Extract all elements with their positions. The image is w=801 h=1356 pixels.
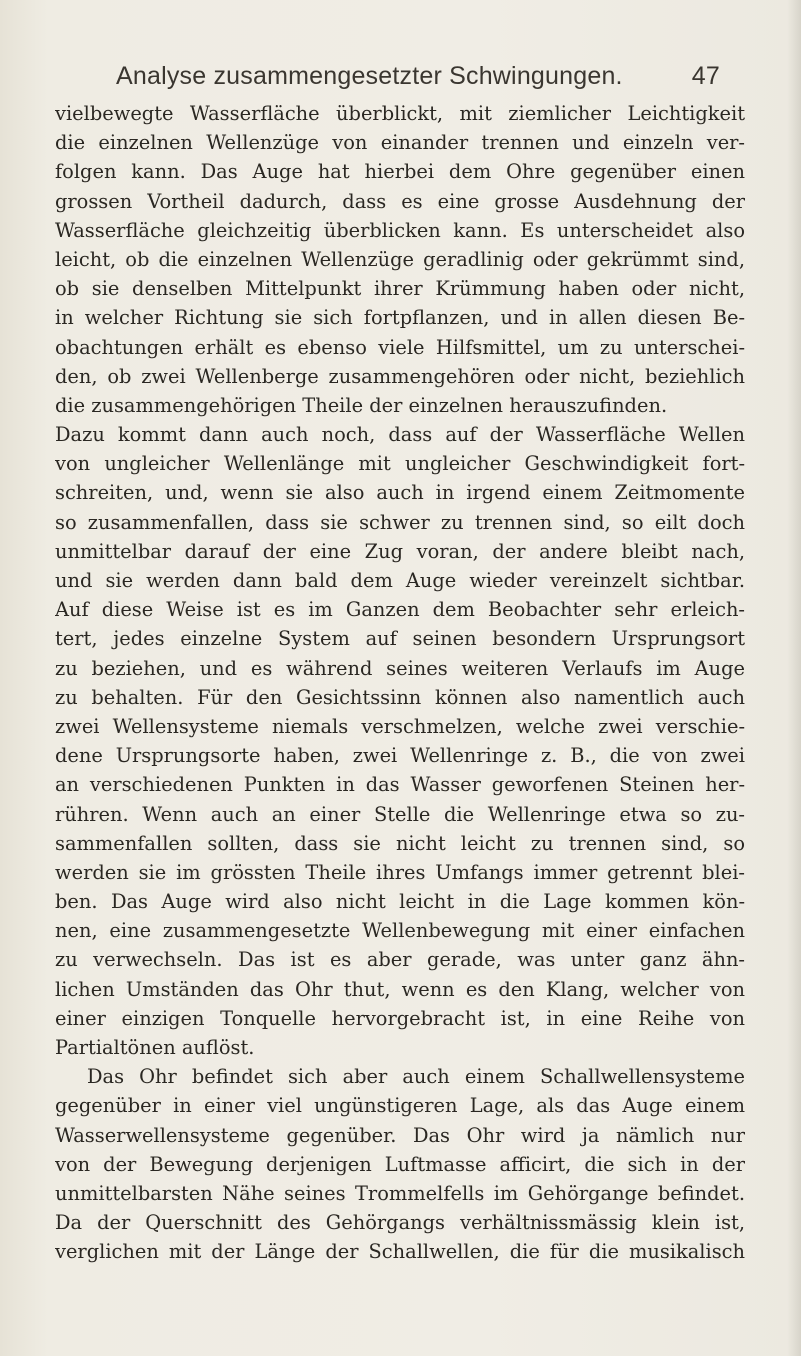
running-header [116, 62, 720, 96]
text-line: grossen Vortheil dadurch, dass es eine grosse Ausdehnung der [55, 189, 745, 213]
text-line: unmittelbarsten Nähe seines Trommelfells im Gehörgange befindet. [55, 1181, 745, 1205]
text-line: Dazu kommt dann auch noch, dass auf der Wasserfläche Wellen [55, 423, 745, 447]
text-line: die einzelnen Wellenzüge von einander trennen und einzeln ver- [55, 131, 745, 155]
text-line: so zusammenfallen, dass sie schwer zu trennen sind, so eilt doch [55, 510, 745, 534]
body-text [55, 99, 745, 1267]
text-line: an verschiedenen Punkten in das Wasser geworfenen Steinen her- [55, 773, 745, 797]
text-line: ben. Das Auge wird also nicht leicht in die Lage kommen kön- [55, 890, 745, 914]
text-line: Das Ohr befindet sich aber auch einem Schallwellensysteme [87, 1065, 745, 1089]
page-number: 47 [691, 62, 720, 90]
text-line: verglichen mit der Länge der Schallwellen, die für die musikalisch [55, 1240, 745, 1264]
text-line: und sie werden dann bald dem Auge wieder vereinzelt sichtbar. [55, 569, 745, 592]
text-line: obachtungen erhält es ebenso viele Hilfsmittel, um zu unterschei- [55, 335, 745, 359]
text-line: sammenfallen sollten, dass sie nicht leicht zu trennen sind, so [55, 831, 745, 855]
text-line: zu behalten. Für den Gesichtssinn können also namentlich auch [55, 685, 745, 709]
text-line: Auf diese Weise ist es im Ganzen dem Beobachter sehr erleich- [55, 598, 745, 622]
text-line: ob sie denselben Mittelpunkt ihrer Krümmung haben oder nicht, [55, 277, 745, 301]
text-line: schreiten, und, wenn sie also auch in irgend einem Zeitmomente [55, 481, 745, 505]
text-line: unmittelbar darauf der eine Zug voran, der andere bleibt nach, [55, 539, 745, 563]
text-line: folgen kann. Das Auge hat hierbei dem Ohre gegenüber einen [55, 160, 745, 184]
text-line: werden sie im grössten Theile ihres Umfangs immer getrennt blei- [55, 860, 745, 884]
text-line: dene Ursprungsorte haben, zwei Wellenringe z. B., die von zwei [55, 744, 745, 768]
text-line: Da der Querschnitt des Gehörgangs verhältnissmässig klein ist, [55, 1211, 745, 1235]
text-line: einer einzigen Tonquelle hervorgebracht ist, in eine Reihe von [55, 1006, 745, 1030]
text-line: in welcher Richtung sie sich fortpflanzen, und in allen diesen Be- [55, 306, 745, 330]
page-edge-shadow [787, 0, 801, 1356]
text-line: leicht, ob die einzelnen Wellenzüge geradlinig oder gekrümmt sind, [55, 247, 745, 271]
text-line: zu beziehen, und es während seines weiteren Verlaufs im Auge [55, 656, 745, 680]
text-line: Wasserwellensysteme gegenüber. Das Ohr wird ja nämlich nur [55, 1123, 745, 1147]
text-line: vielbewegte Wasserfläche überblickt, mit ziemlicher Leichtigkeit [55, 102, 745, 125]
text-line: lichen Umständen das Ohr thut, wenn es den Klang, welcher von [55, 977, 745, 1001]
header-title: Analyse zusammengesetzter Schwingungen. [116, 62, 623, 90]
text-line: zwei Wellensysteme niemals verschmelzen, welche zwei verschie- [55, 714, 745, 738]
text-line: von ungleicher Wellenlänge mit ungleicher Geschwindigkeit fort- [55, 452, 745, 476]
text-line: gegenüber in einer viel ungünstigeren Lage, als das Auge einem [55, 1094, 745, 1118]
text-line: den, ob zwei Wellenberge zusammengehören oder nicht, beziehlich [55, 364, 745, 388]
text-line: von der Bewegung derjenigen Luftmasse afficirt, die sich in der [55, 1152, 745, 1176]
text-line: zu verwechseln. Das ist es aber gerade, was unter ganz ähn- [55, 948, 745, 972]
text-line: Wasserfläche gleichzeitig überblicken kann. Es unterscheidet also [55, 218, 745, 242]
text-line: tert, jedes einzelne System auf seinen besondern Ursprungsort [55, 627, 745, 651]
text-line: nen, eine zusammengesetzte Wellenbewegung mit einer einfachen [55, 919, 745, 943]
text-line: Partialtönen auflöst. [55, 1036, 255, 1059]
text-line: rühren. Wenn auch an einer Stelle die Wellenringe etwa so zu- [55, 802, 745, 826]
text-line: die zusammengehörigen Theile der einzelnen herauszufinden. [55, 393, 668, 417]
